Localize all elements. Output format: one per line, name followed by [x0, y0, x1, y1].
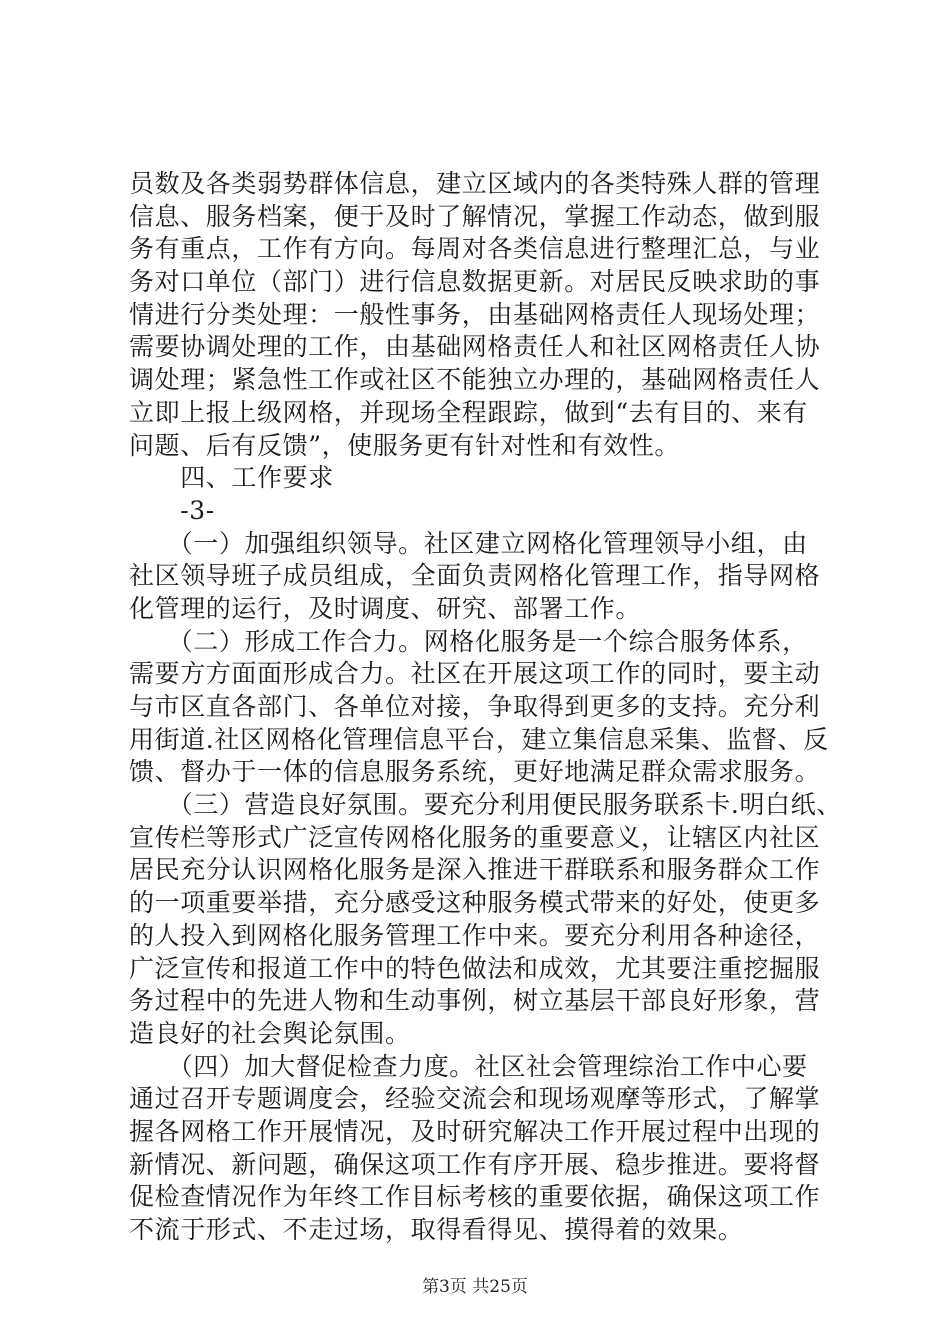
text-line: 宣传栏等形式广泛宣传网格化服务的重要意义，让辖区内社区 [129, 822, 821, 852]
text-line: 促检查情况作为年终工作目标考核的重要依据，确保这项工作 [129, 1182, 821, 1212]
text-line: 员数及各类弱势群体信息，建立区域内的各类特殊人群的管理 [129, 169, 821, 198]
text-line: 务有重点，工作有方向。每周对各类信息进行整理汇总，与业 [129, 234, 821, 264]
text-line: 情进行分类处理：一般性事务，由基础网格责任人现场处理； [129, 299, 821, 329]
text-line: 化管理的运行，及时调度、研究、部署工作。 [129, 593, 642, 623]
text-line: 的人投入到网格化服务管理工作中来。要充分利用各种途径， [129, 920, 821, 950]
text-line: 信息、服务档案，便于及时了解情况，掌握工作动态，做到服 [129, 201, 821, 231]
text-line: 用街道.社区网格化管理信息平台，建立集信息采集、监督、反 [129, 724, 829, 754]
text-line: （一）加强组织领导。社区建立网格化管理领导小组，由 [129, 528, 808, 558]
document-body [129, 168, 842, 1247]
text-line: （四）加大督促检查力度。社区社会管理综治工作中心要 [129, 1051, 808, 1081]
text-line: 调处理；紧急性工作或社区不能独立办理的，基础网格责任人 [129, 365, 821, 395]
text-line: 造良好的社会舆论氛围。 [129, 1018, 411, 1048]
text-line: 握各网格工作开展情况，及时研究解决工作开展过程中出现的 [129, 1116, 821, 1146]
text-line: 需要方方面面形成合力。社区在开展这项工作的同时，要主动 [129, 659, 821, 689]
section-heading: 四、工作要求 [129, 463, 334, 493]
text-line: 务对口单位（部门）进行信息数据更新。对居民反映求助的事 [129, 267, 821, 297]
text-line: 通过召开专题调度会，经验交流会和现场观摩等形式，了解掌 [129, 1084, 821, 1114]
text-line: （三）营造良好氛围。要充分利用便民服务联系卡.明白纸、 [129, 790, 842, 820]
text-line: 不流于形式、不走过场，取得看得见、摸得着的效果。 [129, 1215, 744, 1244]
inline-page-marker: -3- [129, 495, 215, 525]
text-line: 居民充分认识网格化服务是深入推进干群联系和服务群众工作 [129, 855, 821, 885]
text-line: （二）形成工作合力。网格化服务是一个综合服务体系， [129, 626, 808, 656]
text-line: 新情况、新问题，确保这项工作有序开展、稳步推进。要将督 [129, 1149, 821, 1179]
text-line: 与市区直各部门、各单位对接，争取得到更多的支持。充分利 [129, 692, 821, 721]
text-line: 需要协调处理的工作，由基础网格责任人和社区网格责任人协 [129, 332, 821, 362]
text-line: 务过程中的先进人物和生动事例，树立基层干部良好形象，营 [129, 986, 821, 1016]
page-footer: 第3页 共25页 [422, 1277, 528, 1297]
text-line: 社区领导班子成员组成，全面负责网格化管理工作，指导网格 [129, 561, 821, 591]
text-line: 馈、督办于一体的信息服务系统，更好地满足群众需求服务。 [129, 757, 821, 787]
text-line: 立即上报上级网格，并现场全程跟踪，做到“去有目的、来有 [129, 397, 808, 427]
text-line: 广泛宣传和报道工作中的特色做法和成效，尤其要注重挖掘服 [129, 953, 821, 983]
text-line: 问题、后有反馈”，使服务更有针对性和有效性。 [129, 430, 680, 460]
text-line: 的一项重要举措，充分感受这种服务模式带来的好处，使更多 [129, 888, 821, 918]
